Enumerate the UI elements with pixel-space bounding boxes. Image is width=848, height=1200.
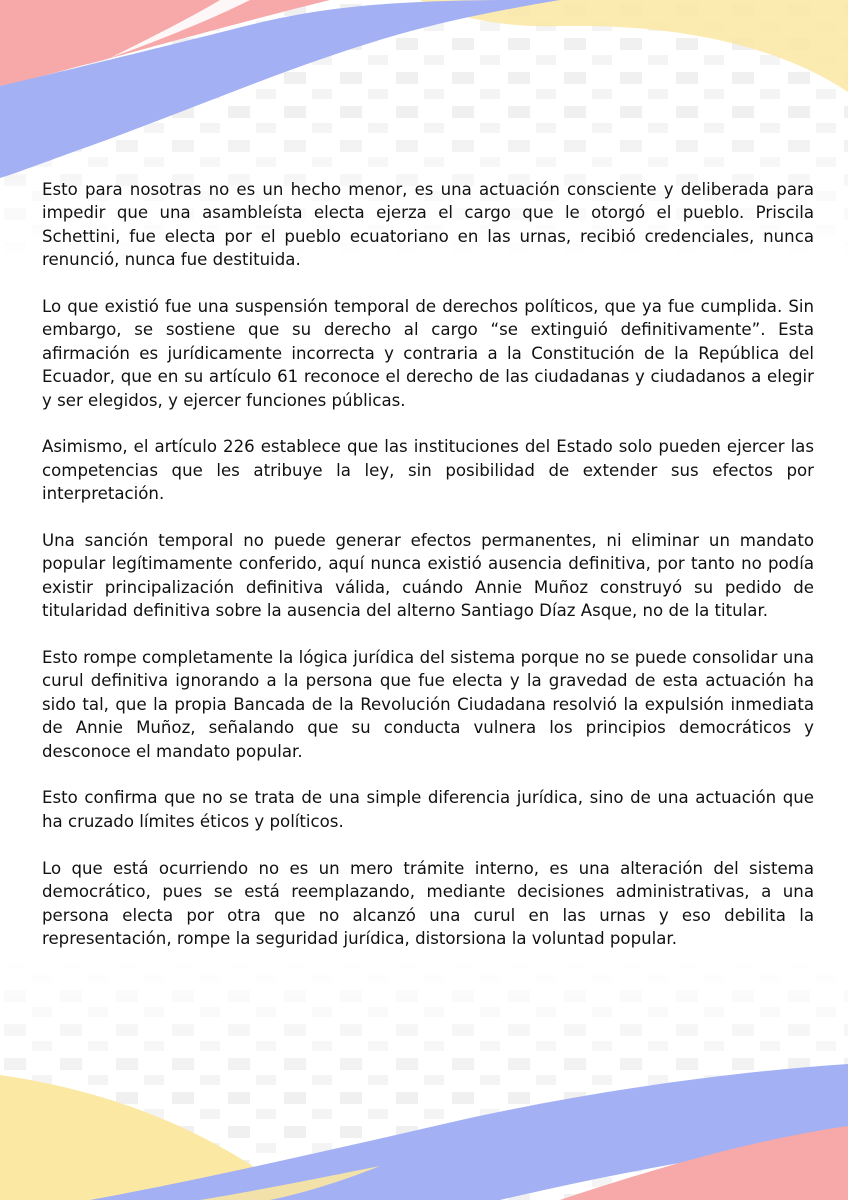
paragraph-4: Una sanción temporal no puede generar efectos permanentes, ni eliminar un mandato popular legítimamente conferido, aquí nunca existió ausencia definitiva, por tanto no podía existir principalización definitiva válida, cuándo Annie Muñoz construyó su pedido de titularidad definitiva sobre la ausencia del alterno Santiago Díaz Asque, no de la titular. [42, 531, 814, 621]
paragraph-7: Lo que está ocurriendo no es un mero trámite interno, es una alteración del sistema democrático, pues se está reemplazando, mediante decisiones administrativas, a una persona electa por otra que no alcanzó una curul en las urnas y eso debilita la representación, rompe la seguridad jurídica, distorsiona la voluntad popular. [42, 858, 814, 948]
paragraph-1: Esto para nosotras no es un hecho menor, es una actuación consciente y deliberada para impedir que una asambleísta electa ejerza el cargo que le otorgó el pueblo. Priscila Schettini, fue electa por el pueblo ecuatoriano en las urnas, recibió credenciales, nunca renunció, nunca fue destituida. [42, 180, 814, 270]
paragraph-5: Esto rompe completamente la lógica jurídica del sistema porque no se puede consolidar una curul definitiva ignorando a la persona que fue electa y la gravedad de esta actuación ha sido tal, que la propia Bancada de la Revolución Ciudadana resolvió la expulsión inmediata de Annie Muñoz, señalando que su conducta vulnera los principios democráticos y desconoce el mandato popular. [42, 648, 814, 761]
paragraph-3: Asimismo, el artículo 226 establece que las instituciones del Estado solo pueden ejercer las competencias que les atribuye la ley, sin posibilidad de extender sus efectos por interpretación. [42, 437, 814, 504]
document-body [42, 178, 814, 974]
paragraph-2: Lo que existió fue una suspensión temporal de derechos políticos, que ya fue cumplida. Sin embargo, se sostiene que su derecho al cargo “se extinguió definitivamente”. Esta afirmación es jurídicamente incorrecta y contraria a la Constitución de la República del Ecuador, que en su artículo 61 reconoce el derecho de las ciudadanas y ciudadanos a elegir y ser elegidos, y ejercer funciones públicas. [42, 297, 814, 410]
paragraph-6: Esto confirma que no se trata de una simple diferencia jurídica, sino de una actuación que ha cruzado límites éticos y políticos. [42, 788, 814, 831]
